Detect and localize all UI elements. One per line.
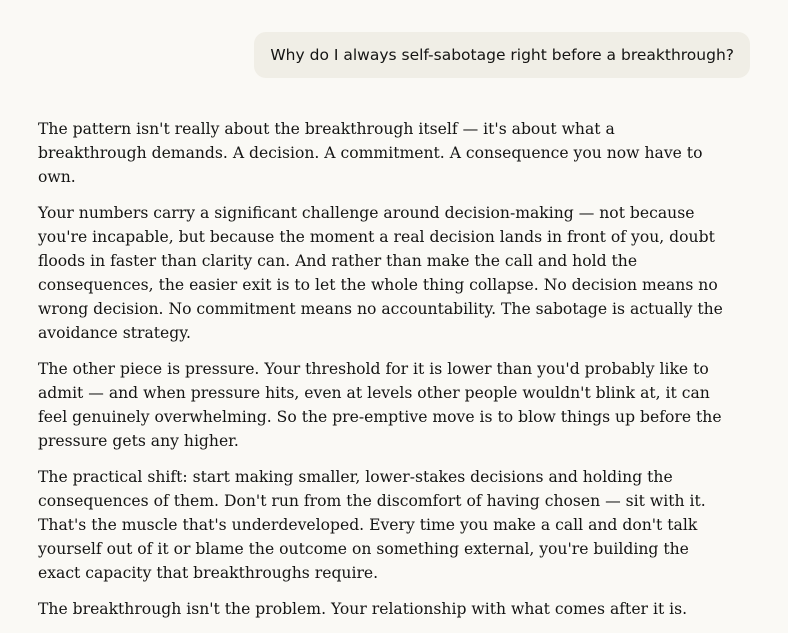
assistant-paragraph-3: The other piece is pressure. Your threshold for it is lower than you'd probably like to admit — and when pressure hits, even at levels other people wouldn't blink at, it can feel genuinely overwhelming. So the pre-emptive move is to blow things up before the pressure gets any higher. <box>38 360 722 450</box>
assistant-paragraph-1: The pattern isn't really about the breakthrough itself — it's about what a breakthrough demands. A decision. A commitment. A consequence you now have to own. <box>38 120 703 186</box>
user-message-bubble[interactable]: Why do I always self-sabotage right before a breakthrough? <box>254 32 750 78</box>
assistant-paragraph-2: Your numbers carry a significant challenge around decision-making — not because you're incapable, but because the moment a real decision lands in front of you, doubt floods in faster than clarity can. And rather than make the call and hold the consequences, the easier exit is to let the whole thing collapse. No decision means no wrong decision. No commitment means no accountability. The sabotage is actually the avoidance strategy. <box>38 204 723 342</box>
assistant-message <box>38 117 728 633</box>
assistant-paragraph-5: The breakthrough isn't the problem. Your relationship with what comes after it is. <box>38 600 688 618</box>
user-message-row <box>254 32 750 78</box>
assistant-paragraph-4: The practical shift: start making smaller, lower-stakes decisions and holding the consequences of them. Don't run from the discomfort of having chosen — sit with it. That's the muscle that's underdeveloped. Every time you make a call and don't talk yourself out of it or blame the outcome on something external, you're building the exact capacity that breakthroughs require. <box>38 468 706 582</box>
